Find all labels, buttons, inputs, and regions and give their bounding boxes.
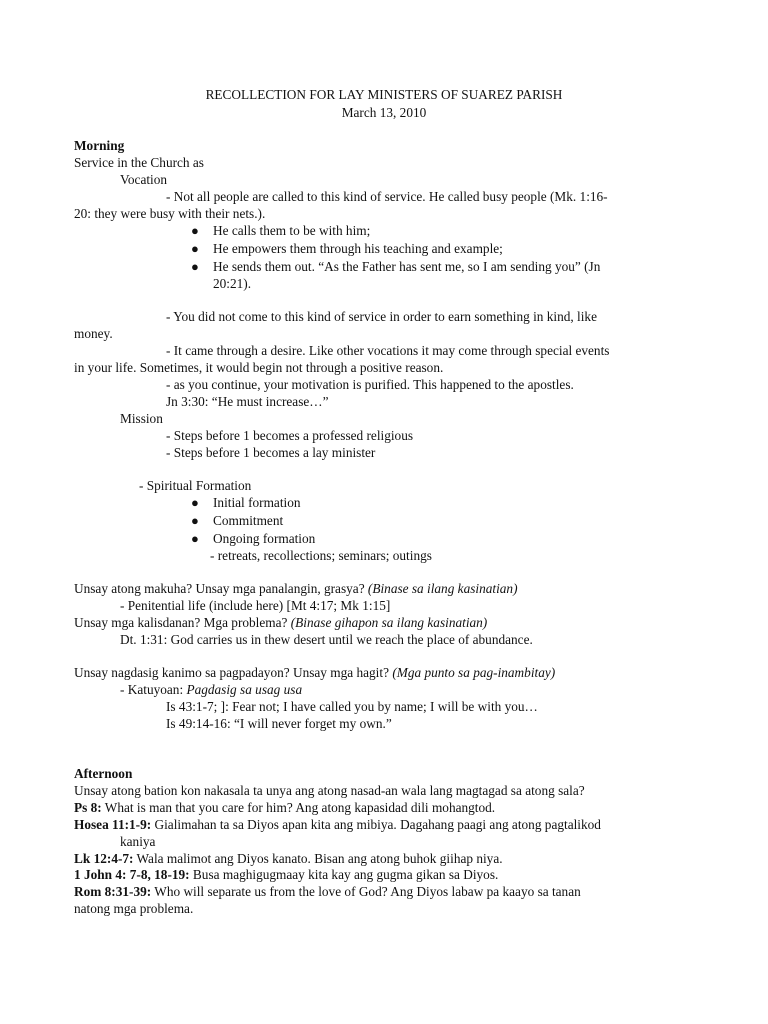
afternoon-intro: Unsay atong bation kon nakasala ta unya ang atong nasad-an wala lang magtagad sa atong sala? bbox=[74, 783, 585, 798]
question-2 bbox=[74, 614, 487, 631]
vocation-bullet: He calls them to be with him; bbox=[213, 223, 371, 238]
question-2-detail: Dt. 1:31: God carries us in thew desert until we reach the place of abundance. bbox=[120, 632, 533, 647]
afternoon-reference bbox=[74, 866, 498, 883]
formation-bullet: Initial formation bbox=[213, 495, 301, 510]
afternoon-reference bbox=[74, 799, 495, 816]
question-2-text: Unsay mga kalisdanan? Mga problema? bbox=[74, 615, 291, 630]
question-3-note: (Mga punto sa pag-inambitay) bbox=[392, 665, 556, 680]
vocation-paragraph-1: - Not all people are called to this kind of service. He called busy people (Mk. 1:16- bbox=[166, 189, 608, 204]
reference-citation: Rom 8:31-39: bbox=[74, 884, 152, 899]
document-date: March 13, 2010 bbox=[341, 105, 427, 120]
question-3-text: Unsay nagdasig kanimo sa pagpadayon? Unsay mga hagit? bbox=[74, 665, 393, 680]
afternoon-reference bbox=[74, 883, 581, 900]
bullet-icon: ● bbox=[191, 495, 199, 510]
reference-text-cont: natong mga problema. bbox=[74, 901, 194, 916]
reference-citation: Ps 8: bbox=[74, 800, 102, 815]
reference-citation: 1 John 4: 7-8, 18-19: bbox=[74, 867, 190, 882]
afternoon-heading: Afternoon bbox=[74, 766, 133, 781]
reference-text: Who will separate us from the love of God? Ang Diyos labaw pa kaayo sa tanan bbox=[151, 884, 581, 899]
mission-step: - Steps before 1 becomes a lay minister bbox=[166, 445, 376, 460]
vocation-paragraph-5: Jn 3:30: “He must increase…” bbox=[166, 394, 329, 409]
scripture-reference: Is 49:14-16: “I will never forget my own.” bbox=[166, 716, 392, 731]
katuyoan-line bbox=[120, 681, 302, 698]
formation-label: - Spiritual Formation bbox=[139, 478, 252, 493]
question-2-note: (Binase gihapon sa ilang kasinatian) bbox=[290, 615, 488, 630]
katuyoan-label: - Katuyoan: bbox=[120, 682, 187, 697]
morning-intro: Service in the Church as bbox=[74, 155, 204, 170]
mission-step: - Steps before 1 becomes a professed religious bbox=[166, 428, 414, 443]
question-1-detail: - Penitential life (include here) [Mt 4:17; Mk 1:15] bbox=[120, 598, 391, 613]
bullet-icon: ● bbox=[191, 223, 199, 238]
document-title: RECOLLECTION FOR LAY MINISTERS OF SUAREZ PARISH bbox=[205, 87, 563, 102]
reference-text-cont: kaniya bbox=[120, 834, 156, 849]
afternoon-reference bbox=[74, 850, 503, 867]
question-1 bbox=[74, 580, 518, 597]
vocation-paragraph-1-cont: 20: they were busy with their nets.). bbox=[74, 206, 266, 221]
reference-text: What is man that you care for him? Ang atong kapasidad dili mohangtod. bbox=[101, 800, 496, 815]
vocation-paragraph-4: - as you continue, your motivation is purified. This happened to the apostles. bbox=[166, 377, 574, 392]
formation-sub: - retreats, recollections; seminars; outings bbox=[210, 548, 432, 563]
question-1-text: Unsay atong makuha? Unsay mga panalangin, grasya? bbox=[74, 581, 368, 596]
reference-text: Wala malimot ang Diyos kanato. Bisan ang atong buhok giihap niya. bbox=[133, 851, 503, 866]
bullet-icon: ● bbox=[191, 259, 199, 274]
vocation-label: Vocation bbox=[120, 172, 168, 187]
vocation-bullet-cont: 20:21). bbox=[213, 276, 252, 291]
bullet-icon: ● bbox=[191, 531, 199, 546]
vocation-bullet: He empowers them through his teaching and example; bbox=[213, 241, 503, 256]
vocation-bullet: He sends them out. “As the Father has sent me, so I am sending you” (Jn bbox=[213, 259, 601, 274]
vocation-paragraph-2-cont: money. bbox=[74, 326, 113, 341]
question-3 bbox=[74, 664, 555, 681]
vocation-paragraph-2: - You did not come to this kind of service in order to earn something in kind, like bbox=[166, 309, 597, 324]
mission-label: Mission bbox=[120, 411, 163, 426]
katuyoan-value: Pagdasig sa usag usa bbox=[186, 682, 303, 697]
question-1-note: (Binase sa ilang kasinatian) bbox=[367, 581, 518, 596]
bullet-icon: ● bbox=[191, 513, 199, 528]
afternoon-reference bbox=[74, 816, 601, 833]
reference-citation: Lk 12:4-7: bbox=[74, 851, 134, 866]
bullet-icon: ● bbox=[191, 241, 199, 256]
formation-bullet: Commitment bbox=[213, 513, 284, 528]
vocation-paragraph-3-cont: in your life. Sometimes, it would begin not through a positive reason. bbox=[74, 360, 444, 375]
reference-citation: Hosea 11:1-9: bbox=[74, 817, 152, 832]
scripture-reference: Is 43:1-7; ]: Fear not; I have called you by name; I will be with you… bbox=[166, 699, 538, 714]
formation-bullet: Ongoing formation bbox=[213, 531, 316, 546]
vocation-paragraph-3: - It came through a desire. Like other vocations it may come through special events bbox=[166, 343, 610, 358]
reference-text: Busa maghigugmaay kita kay ang gugma gikan sa Diyos. bbox=[189, 867, 499, 882]
reference-text: Gialimahan ta sa Diyos apan kita ang mibiya. Dagahang paagi ang atong pagtalikod bbox=[151, 817, 601, 832]
morning-heading: Morning bbox=[74, 138, 125, 153]
